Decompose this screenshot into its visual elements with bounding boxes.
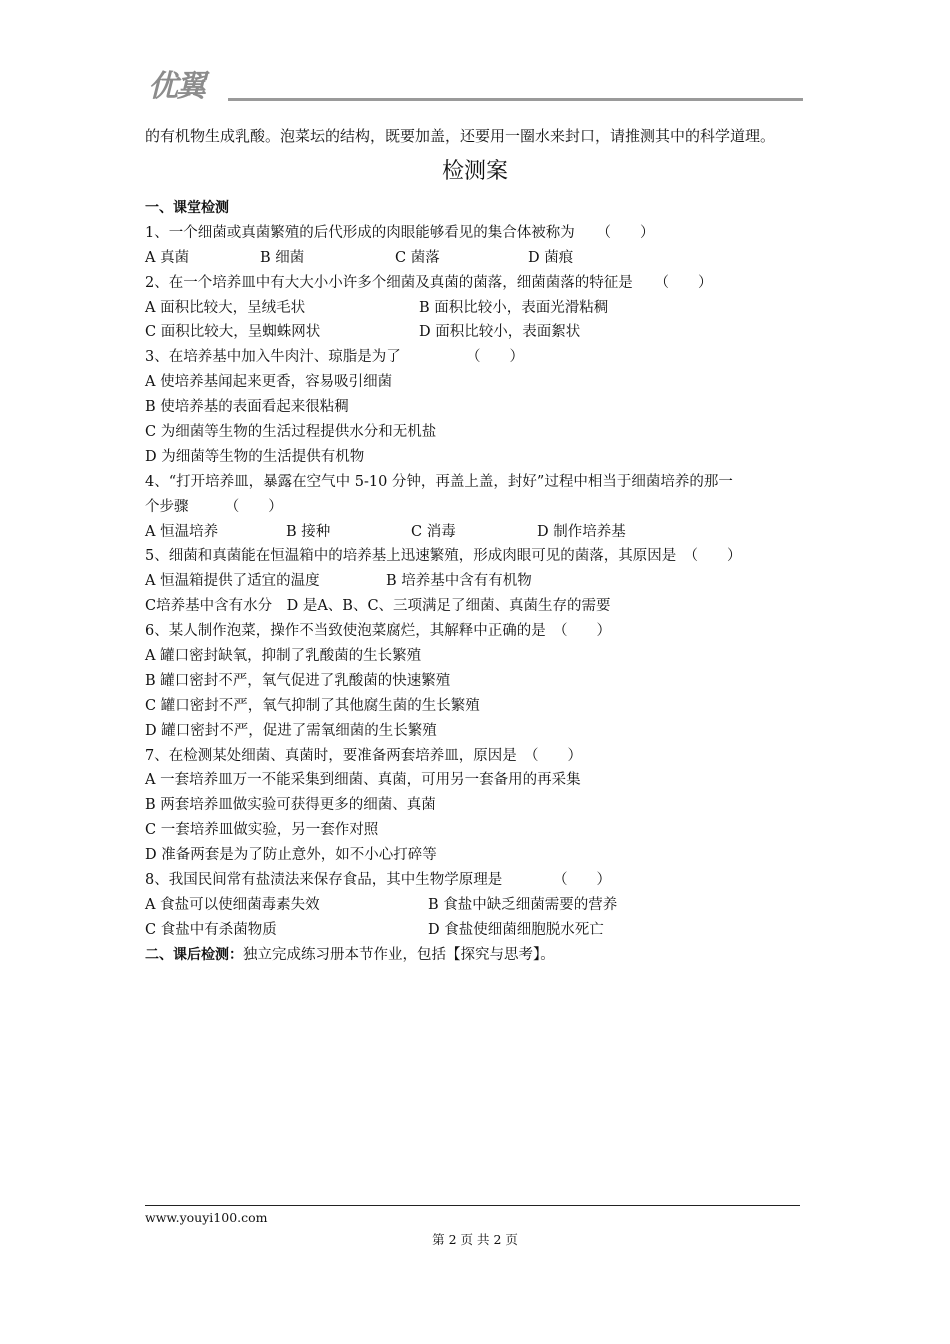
option-a: A 恒温箱提供了适宜的温度	[145, 573, 320, 590]
option-d: D 面积比较小，表面絮状	[419, 324, 581, 341]
brand-logo: 优翼	[148, 69, 204, 104]
question-list	[145, 196, 825, 968]
option-b: B 罐口密封不严，氧气促进了乳酸菌的快速繁殖	[145, 672, 451, 689]
option-a: A 真菌	[145, 249, 190, 266]
option-d: D 罐口密封不严，促进了需氧细菌的生长繁殖	[145, 722, 437, 739]
option-b: B 细菌	[260, 249, 305, 266]
option-d: D 菌痕	[528, 249, 574, 266]
question-5-stem: 5、细菌和真菌能在恒温箱中的培养基上迅速繁殖，形成肉眼可见的菌落，其原因是 （ ）	[145, 548, 742, 565]
option-b: B 食盐中缺乏细菌需要的营养	[428, 896, 618, 913]
section-heading-classroom: 一、课堂检测	[145, 200, 229, 216]
option-a: A 使培养基闻起来更香，容易吸引细菌	[145, 374, 393, 391]
footer-url: www.youyi100.com	[145, 1210, 268, 1225]
section-after-class	[145, 943, 825, 968]
page-number: 第 2 页 共 2 页	[432, 1232, 518, 1247]
option-d: D 准备两套是为了防止意外，如不小心打碎等	[145, 847, 437, 864]
option-b: B 面积比较小，表面光滑粘稠	[419, 299, 609, 316]
option-c: C 罐口密封不严，氧气抑制了其他腐生菌的生长繁殖	[145, 697, 480, 714]
question-7-stem: 7、在检测某处细菌、真菌时，要准备两套培养皿，原因是 （ ）	[145, 747, 582, 764]
question-8-options-ab	[145, 893, 825, 918]
option-a: A 恒温培养	[145, 523, 219, 540]
option-b: B 使培养基的表面看起来很粘稠	[145, 399, 349, 416]
question-1-stem: 1、一个细菌或真菌繁殖的后代形成的肉眼能够看见的集合体被称为 （ ）	[145, 224, 655, 241]
option-b: B 接种	[286, 523, 331, 540]
header-divider	[228, 98, 803, 101]
question-5-options-cd: C培养基中含有水分 D 是A、B、C、三项满足了细菌、真菌生存的需要	[145, 598, 611, 615]
section-heading-after-class: 二、课后检测：	[145, 946, 243, 963]
question-1-options	[145, 246, 825, 271]
page-title: 检测案	[441, 159, 508, 184]
question-4-stem-cont: 个步骤 （ ）	[145, 498, 283, 515]
question-4-options	[145, 520, 825, 545]
option-c: C 一套培养皿做实验，另一套作对照	[145, 822, 379, 839]
question-4-stem: 4、“打开培养皿，暴露在空气中 5-10 分钟，再盖上盖，封好”过程中相当于细菌培养的那一	[145, 473, 733, 490]
option-c: C 菌落	[395, 249, 440, 266]
option-d: D 为细菌等生物的生活提供有机物	[145, 448, 365, 465]
intro-paragraph: 的有机物生成乳酸。泡菜坛的结构，既要加盖，还要用一圈水来封口，请推测其中的科学道理。	[145, 127, 776, 145]
question-8-options-cd	[145, 918, 825, 943]
option-c: C 食盐中有杀菌物质	[145, 921, 277, 938]
footer-divider	[145, 1205, 800, 1206]
question-3-stem: 3、在培养基中加入牛肉汁、琼脂是为了 （ ）	[145, 349, 524, 366]
question-6-stem: 6、某人制作泡菜，操作不当致使泡菜腐烂，其解释中正确的是 （ ）	[145, 623, 611, 640]
option-a: A 面积比较大，呈绒毛状	[145, 299, 306, 316]
option-c: C 消毒	[411, 523, 456, 540]
option-c: C 为细菌等生物的生活过程提供水分和无机盐	[145, 424, 437, 441]
option-d: D 制作培养基	[537, 523, 626, 540]
question-5-options-ab	[145, 569, 825, 594]
question-2-stem: 2、在一个培养皿中有大大小小许多个细菌及真菌的菌落，细菌菌落的特征是 （ ）	[145, 274, 713, 291]
option-a: A 食盐可以使细菌毒素失效	[145, 896, 320, 913]
question-8-stem: 8、我国民间常有盐渍法来保存食品，其中生物学原理是 （ ）	[145, 872, 611, 889]
option-a: A 罐口密封缺氧，抑制了乳酸菌的生长繁殖	[145, 648, 422, 665]
option-a: A 一套培养皿万一不能采集到细菌、真菌，可用另一套备用的再采集	[145, 772, 581, 789]
question-2-options-ab	[145, 296, 825, 321]
option-d: D 食盐使细菌细胞脱水死亡	[428, 921, 604, 938]
section-after-class-text: 独立完成练习册本节作业，包括【探究与思考】。	[243, 946, 555, 963]
option-c: C 面积比较大，呈蜘蛛网状	[145, 324, 321, 341]
option-b: B 两套培养皿做实验可获得更多的细菌、真菌	[145, 797, 436, 814]
option-b: B 培养基中含有有机物	[386, 573, 532, 590]
question-2-options-cd	[145, 320, 825, 345]
